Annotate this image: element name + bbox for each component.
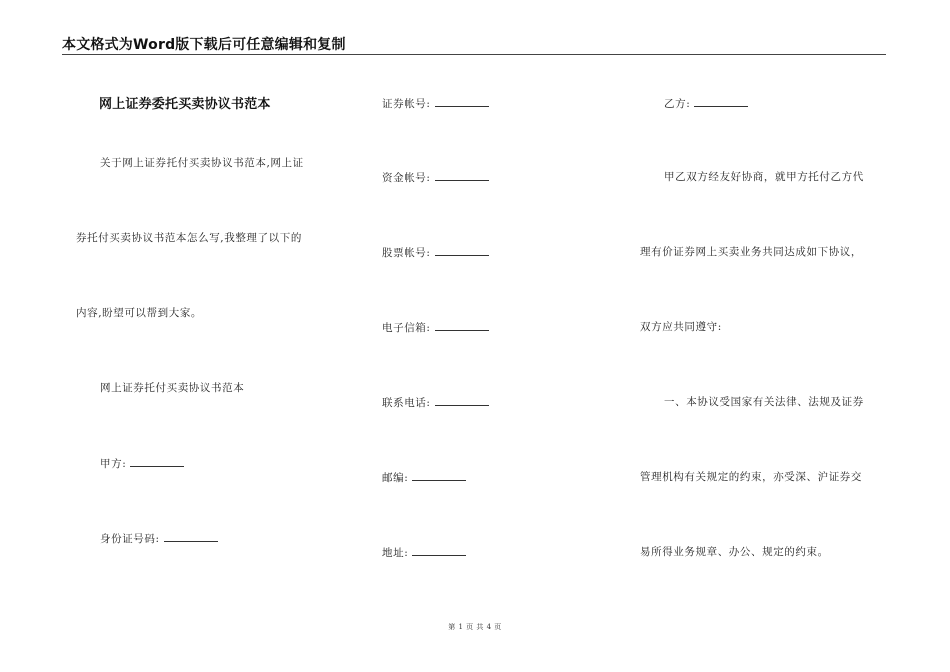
fund-account-label: 资金帐号:	[382, 172, 431, 184]
section-heading: 网上证券托付买卖协议书范本	[100, 382, 245, 394]
paragraph-line: 甲乙双方经友好协商，就甲方托付乙方代	[664, 171, 864, 183]
party-b-blank	[694, 95, 748, 107]
address-field	[382, 544, 466, 560]
paragraph-line: 理有价证券网上买卖业务共同达成如下协议，	[640, 246, 862, 258]
header-text: 本文格式为Word版下载后可任意编辑和复制	[62, 37, 346, 53]
document-title: 网上证券委托买卖协议书范本	[99, 97, 271, 112]
party-a-blank	[130, 455, 184, 467]
clause-line: 易所得业务规章、办公、规定的约束。	[640, 546, 829, 558]
email-field	[382, 319, 489, 335]
phone-field	[382, 394, 489, 410]
paragraph-line: 券托付买卖协议书范本怎么写,我整理了以下的	[76, 232, 302, 244]
phone-label: 联系电话:	[382, 397, 431, 409]
securities-account-blank	[435, 95, 489, 107]
party-b-field	[664, 95, 748, 111]
party-a-field	[100, 455, 184, 471]
securities-account-field	[382, 95, 489, 111]
stock-account-blank	[435, 244, 489, 256]
id-number-blank	[164, 530, 218, 542]
party-a-label: 甲方:	[100, 458, 127, 470]
address-blank	[412, 544, 466, 556]
document-header	[62, 34, 886, 55]
paragraph-line: 关于网上证券托付买卖协议书范本,网上证	[100, 157, 304, 169]
fund-account-blank	[435, 169, 489, 181]
paragraph-line: 双方应共同遵守:	[640, 321, 722, 333]
email-label: 电子信箱:	[382, 322, 431, 334]
postcode-field	[382, 469, 466, 485]
securities-account-label: 证券帐号:	[382, 98, 431, 110]
page-number: 第 1 页 共 4 页	[448, 623, 502, 631]
postcode-blank	[412, 469, 466, 481]
id-number-label: 身份证号码:	[100, 533, 160, 545]
postcode-label: 邮编:	[382, 472, 409, 484]
address-label: 地址:	[382, 547, 409, 559]
phone-blank	[435, 394, 489, 406]
id-number-field	[100, 530, 218, 546]
paragraph-line: 内容,盼望可以帮到大家。	[76, 307, 203, 319]
email-blank	[435, 319, 489, 331]
party-b-label: 乙方:	[664, 98, 691, 110]
stock-account-field	[382, 244, 489, 260]
clause-line: 管理机构有关规定的约束，亦受深、沪证券交	[640, 471, 862, 483]
clause-line: 一、本协议受国家有关法律、法规及证券	[664, 396, 864, 408]
fund-account-field	[382, 169, 489, 185]
stock-account-label: 股票帐号:	[382, 247, 431, 259]
